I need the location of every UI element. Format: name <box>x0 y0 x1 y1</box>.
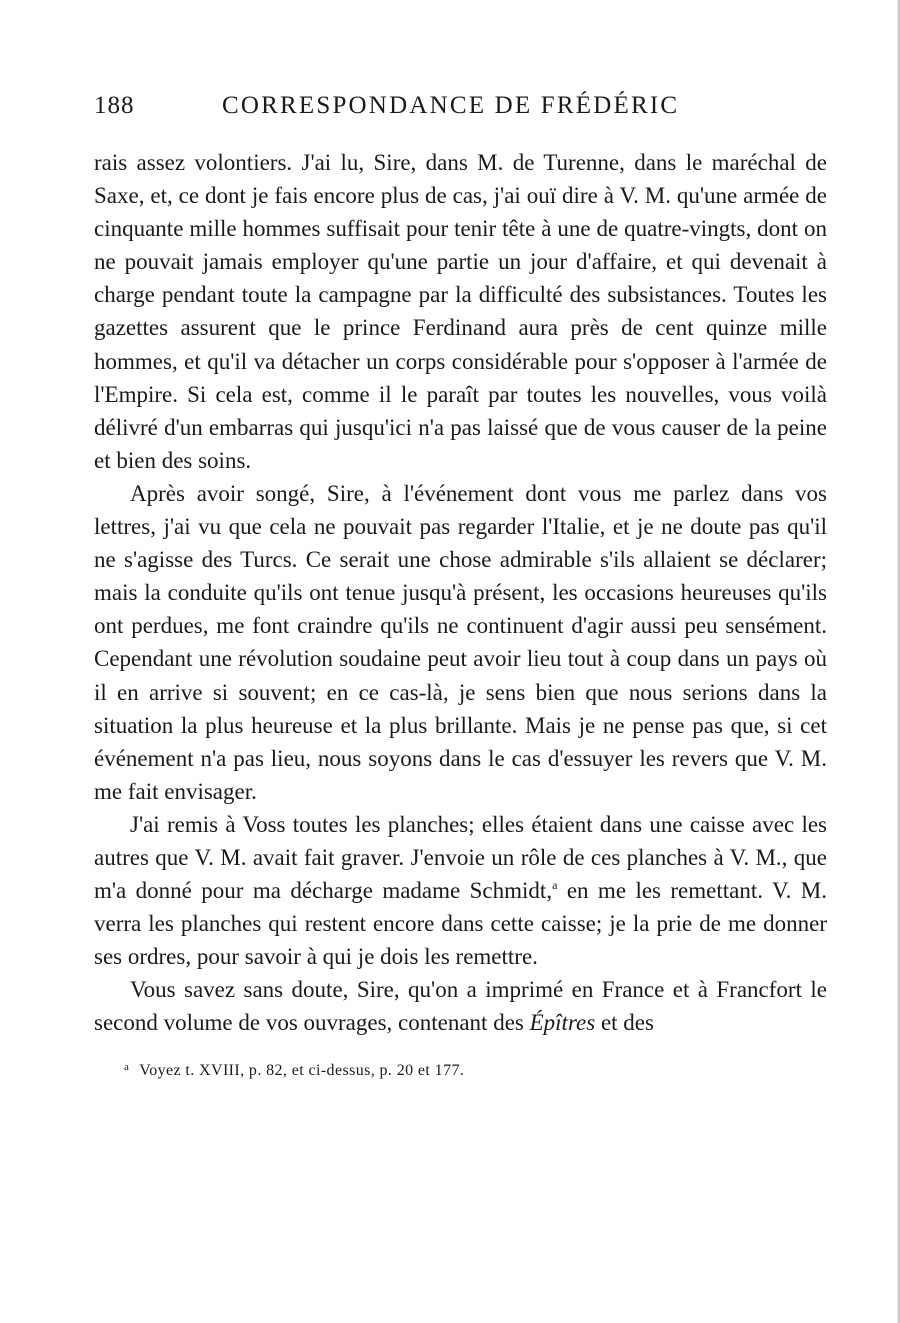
footnote-text: Voyez t. XVIII, p. 82, et ci-dessus, p. 20 et 177. <box>139 1061 465 1079</box>
book-page <box>94 92 827 1082</box>
paragraph-3 <box>94 808 827 973</box>
paragraph-2: Après avoir songé, Sire, à l'événement dont vous me parlez dans vos lettres, j'ai vu que cela ne pouvait pas regarder l'Italie, et je ne doute pas qu'il ne s'agisse des Turcs. Ce serait une chose admirable s'ils allaient se déclarer; mais la conduite qu'ils ont tenue jusqu'à présent, les occasions heureuses qu'ils ont perdues, me font craindre qu'ils ne continuent d'agir aussi peu sensément. Cependant une révolution soudaine peut avoir lieu tout à coup dans un pays où il en arrive si souvent; en ce cas-là, je sens bien que nous serions dans la situation la plus heureuse et la plus brillante. Mais je ne pense pas que, si cet événement n'a pas lieu, nous soyons dans le cas d'essuyer les revers que V. M. me fait envisager. <box>94 480 827 804</box>
footnote <box>94 1056 827 1082</box>
running-head <box>94 92 827 132</box>
italic-title-epitres: Épîtres <box>529 1010 596 1036</box>
page-number: 188 <box>94 92 135 119</box>
footnote-mark: a <box>124 1060 130 1073</box>
paragraph-4-text-start: Vous savez sans doute, Sire, qu'on a imprimé en France et à Francfort le second volume de vos ouvrages, contenant des <box>94 977 827 1036</box>
paragraph-3-text-start: J'ai remis à Voss toutes les planches; elles étaient dans une caisse avec les autres que V. M. avait fait graver. J'envoie un rôle de ces planches à V. M., que m'a donné pour ma décharge madame Schmidt, <box>94 811 827 904</box>
paragraph-4-text-end: et des <box>595 1010 654 1036</box>
paragraph-1: rais assez volontiers. J'ai lu, Sire, dans M. de Turenne, dans le maréchal de Saxe, et, ce dont je fais encore plus de cas, j'ai ouï dire à V. M. qu'une armée de cinquante mille hommes suffisait pour tenir tête à une de quatre-vingts, dont on ne pouvait jamais employer qu'une partie un jour d'affaire, et qui devenait à charge pendant toute la campagne par la difficulté des subsistances. Toutes les gazettes assurent que le prince Ferdinand aura près de cent quinze mille hommes, et qu'il va détacher un corps considérable pour s'opposer à l'armée de l'Empire. Si cela est, comme il le paraît par toutes les nouvelles, vous voilà délivré d'un embarras qui jusqu'ici n'a pas laissé que de vous causer de la peine et bien des soins. <box>94 150 827 473</box>
running-title: CORRESPONDANCE DE FRÉDÉRIC <box>222 92 680 119</box>
footnote-reference: a <box>552 878 558 893</box>
paragraph-3-text-end: en me les remettant. V. M. verra les planches qui restent encore dans cette caisse; je la prie de me donner ses ordres, pour savoir à qui je dois les remettre. <box>94 878 827 970</box>
body-text <box>94 146 827 1040</box>
paragraph-4 <box>94 973 827 1039</box>
